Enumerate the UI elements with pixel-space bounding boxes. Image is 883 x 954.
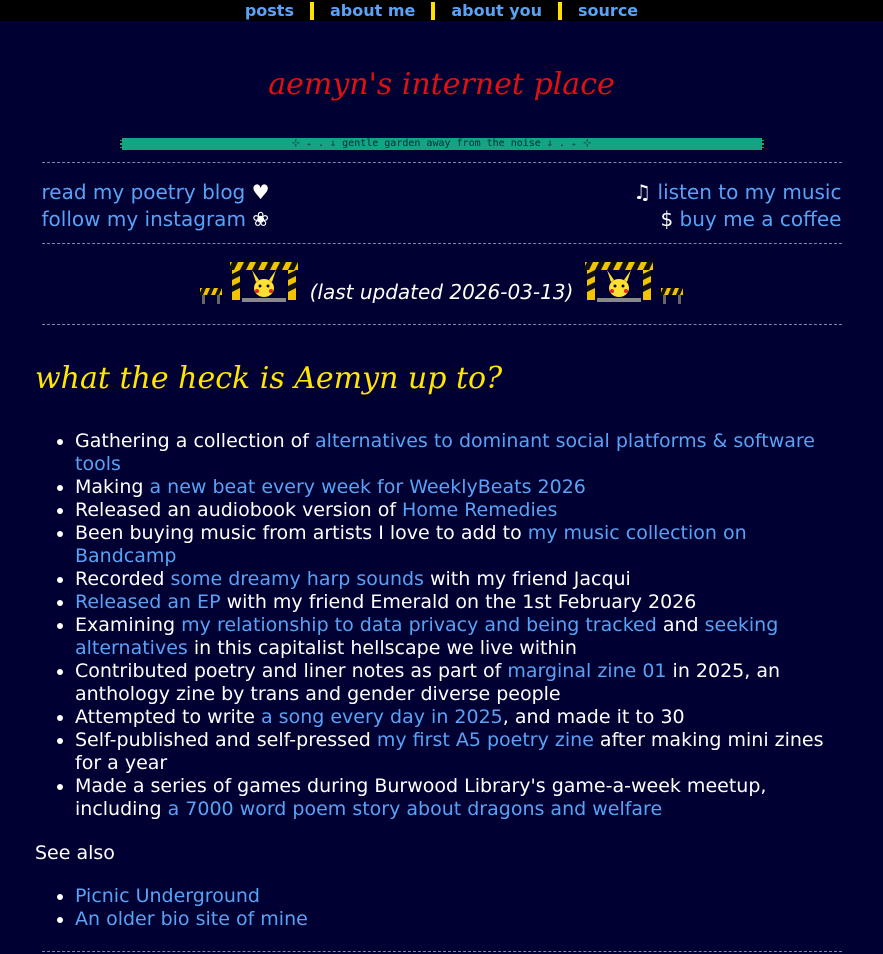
last-updated-text: (last updated 2026-03-13) [309,280,574,304]
section-heading: what the heck is Aemyn up to? [35,361,503,396]
nav-separator [310,2,314,20]
tagline-banner: ⊹ ₊ . ⇓ gentle garden away from the noise ⇓ . ₊ ⊹ [120,138,764,150]
poetry-blog-link[interactable]: read my poetry blog [41,180,246,204]
item-link[interactable]: alternatives to dominant social platforms & software tools [75,430,815,475]
dollar-icon: $ [660,207,674,231]
list-item: • Recorded some dreamy harp sounds with my friend Jacqui [75,568,825,591]
nav-posts[interactable]: posts [244,1,294,20]
nav-about-you[interactable]: about you [451,1,543,20]
nav-about-me[interactable]: about me [329,1,416,20]
item-link[interactable]: a new beat every week for WeeklyBeats 2026 [149,476,586,498]
item-link[interactable]: a 7000 word poem story about dragons and welfare [167,798,663,820]
list-item [75,885,883,908]
older-bio-link[interactable]: An older bio site of mine [75,908,308,930]
list-item: • Making a new beat every week for WeeklyBeats 2026 [75,476,825,499]
list-item: • Released an audiobook version of Home Remedies [75,499,825,522]
see-also-label: See also [35,842,115,864]
item-link[interactable]: seeking alternatives [75,614,779,659]
construction-barrier-icon [198,284,224,304]
nav-separator [431,2,435,20]
site-title: aemyn's internet place [268,67,615,102]
divider [42,951,842,952]
coffee-link[interactable]: buy me a coffee [679,207,842,231]
pikachu-construction-gif-icon [228,260,300,304]
item-link[interactable]: my first A5 poetry zine [376,729,594,751]
divider [42,324,842,325]
picnic-underground-link[interactable]: Picnic Underground [75,885,260,907]
item-link[interactable]: some dreamy harp sounds [170,568,424,590]
item-link[interactable]: marginal zine 01 [507,660,667,682]
item-link[interactable]: my relationship to data privacy and being tracked [181,614,657,636]
item-link[interactable]: my music collection on Bandcamp [75,522,747,567]
music-link[interactable]: listen to my music [657,180,842,204]
list-item: • Gathering a collection of alternatives to dominant social platforms & software tools [75,430,825,476]
list-item: • Attempted to write a song every day in 2025, and made it to 30 [75,706,825,729]
list-item [75,908,883,931]
construction-barrier-icon [659,284,685,304]
last-updated-row [42,244,842,324]
instagram-link[interactable]: follow my instagram [41,207,246,231]
list-item: • Self-published and self-pressed my first A5 poetry zine after making mini zines for a year [75,729,825,775]
item-link[interactable]: Home Remedies [402,499,558,521]
list-item: • Been buying music from artists I love to add to my music collection on Bandcamp [75,522,825,568]
list-item: • Contributed poetry and liner notes as part of marginal zine 01 in 2025, an anthology zine by trans and gender diverse people [75,660,825,706]
item-link[interactable]: a song every day in 2025 [260,706,503,728]
activity-list [0,430,825,821]
music-note-icon: ♫ [633,180,652,204]
flower-icon: ❀ [252,207,270,231]
see-also-list [0,885,883,931]
nav-source[interactable]: source [578,1,639,20]
list-item: • Made a series of games during Burwood Library's game-a-week meetup, including a 7000 word poem story about dragons and welfare [75,775,825,821]
list-item: • Examining my relationship to data privacy and being tracked and seeking alternatives in this capitalist hellscape we live within [75,614,825,660]
top-nav [0,0,883,21]
pikachu-construction-gif-icon [583,260,655,304]
list-item: • Released an EP with my friend Emerald on the 1st February 2026 [75,591,825,614]
nav-separator [558,2,562,20]
item-link[interactable]: Released an EP [75,591,221,613]
social-links [42,163,842,243]
heart-icon: ♥ [251,180,270,204]
